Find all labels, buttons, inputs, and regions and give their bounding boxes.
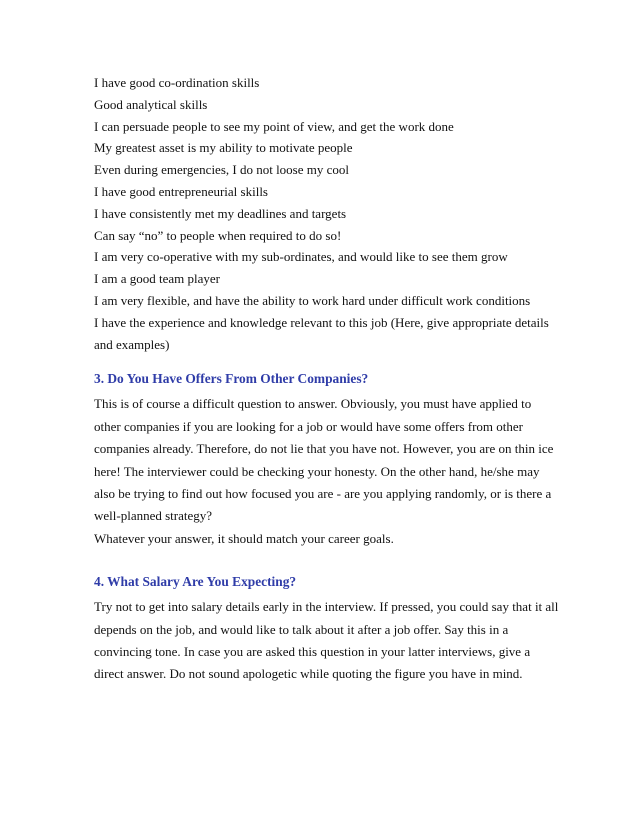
paragraph-line: here! The interviewer could be checking your honesty. On the other hand, he/she may <box>94 463 540 479</box>
paragraph-line: other companies if you are looking for a job or would have some offers from other <box>94 418 523 434</box>
skill-line: I have consistently met my deadlines and targets <box>94 205 347 221</box>
section-4-body <box>94 596 559 686</box>
skill-line: My greatest asset is my ability to motivate people <box>94 140 353 156</box>
skill-line: and examples) <box>94 336 170 352</box>
section-3-body <box>94 393 554 550</box>
skills-list <box>94 72 554 355</box>
skill-line: I have good entrepreneurial skills <box>94 183 268 199</box>
skill-line: I am very flexible, and have the ability to work hard under difficult work conditions <box>94 292 531 308</box>
section-3-heading: 3. Do You Have Offers From Other Companies? <box>94 371 369 387</box>
paragraph-line: Whatever your answer, it should match your career goals. <box>94 530 394 546</box>
skill-line: I have good co-ordination skills <box>94 75 260 90</box>
paragraph-line: also be trying to find out how focused you are - are you applying randomly, or is there a <box>94 485 552 501</box>
section-4-heading: 4. What Salary Are You Expecting? <box>94 574 297 590</box>
paragraph-line: depends on the job, and would like to talk about it after a job offer. Say this in a <box>94 621 509 637</box>
skill-line: I have the experience and knowledge relevant to this job (Here, give appropriate details <box>94 314 549 330</box>
skill-line: I am very co-operative with my sub-ordinates, and would like to see them grow <box>94 249 508 265</box>
skill-line: I am a good team player <box>94 271 220 287</box>
paragraph-line: direct answer. Do not sound apologetic while quoting the figure you have in mind. <box>94 666 523 682</box>
paragraph-line: This is of course a difficult question to answer. Obviously, you must have applied to <box>94 396 532 412</box>
skill-line: Even during emergencies, I do not loose my cool <box>94 162 350 178</box>
skill-line: Can say “no” to people when required to do so! <box>94 227 342 243</box>
skill-line: Good analytical skills <box>94 96 208 112</box>
skill-line: I can persuade people to see my point of view, and get the work done <box>94 118 454 134</box>
paragraph-line: convincing tone. In case you are asked this question in your latter interviews, give a <box>94 644 531 660</box>
document-page <box>94 72 559 686</box>
paragraph-line: companies already. Therefore, do not lie that you have not. However, you are on thin ice <box>94 441 554 457</box>
paragraph-line: Try not to get into salary details early in the interview. If pressed, you could say that it all <box>94 599 559 615</box>
paragraph-line: well-planned strategy? <box>94 508 213 524</box>
